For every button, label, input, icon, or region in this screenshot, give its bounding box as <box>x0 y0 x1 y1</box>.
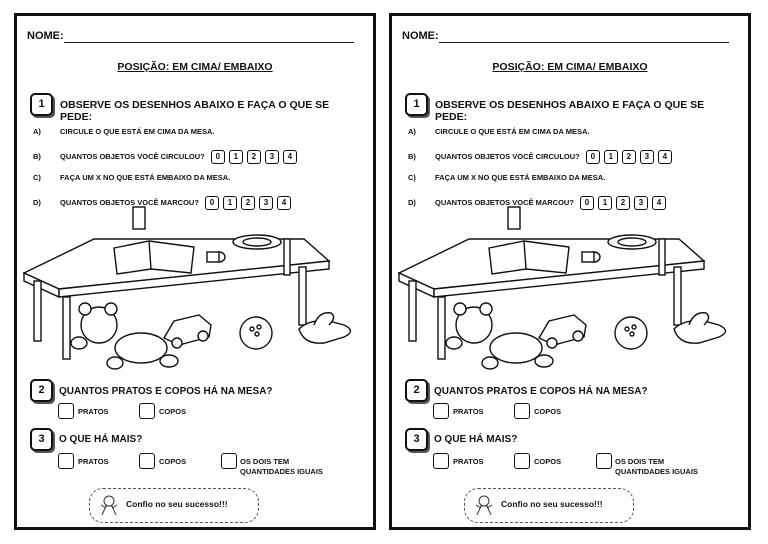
count-option-4[interactable]: 4 <box>658 150 672 164</box>
name-label: NOME: <box>402 30 439 42</box>
question-3-number: 3 <box>30 428 53 451</box>
question-2-number: 2 <box>405 379 428 402</box>
item-b-text: QUANTOS OBJETOS VOCÊ CIRCULOU? <box>435 151 580 161</box>
checkbox-pratos[interactable] <box>433 453 449 469</box>
question-3-text: O QUE HÁ MAIS? <box>59 434 143 445</box>
encouragement-text: Confio no seu sucesso!!! <box>501 499 603 509</box>
encouragement-badge <box>464 488 634 523</box>
label-pratos: PRATOS <box>453 457 484 466</box>
page-title-text: POSIÇÃO: EM CIMA/ EMBAIXO <box>492 61 648 73</box>
glass-icon <box>133 207 145 229</box>
item-b <box>33 150 297 173</box>
count-option-0[interactable]: 0 <box>586 150 600 164</box>
label-copos: COPOS <box>159 457 187 466</box>
label-copos: COPOS <box>534 457 562 466</box>
item-a-letter: A) <box>33 127 41 136</box>
question-3-number: 3 <box>405 428 428 451</box>
page-title-text: POSIÇÃO: EM CIMA/ EMBAIXO <box>117 61 273 73</box>
item-c <box>408 173 672 196</box>
checkbox-copos[interactable] <box>514 403 530 419</box>
count-option-4[interactable]: 4 <box>652 196 666 210</box>
bowling-pins-icon <box>299 313 351 343</box>
page-title <box>392 61 748 73</box>
question-2-text: QUANTOS PRATOS E COPOS HÁ NA MESA? <box>434 386 648 397</box>
item-b-letter: B) <box>33 151 41 161</box>
question-1-text: OBSERVE OS DESENHOS ABAIXO E FAÇA O QUE SE PEDE: <box>435 99 705 123</box>
question-2-text: QUANTOS PRATOS E COPOS HÁ NA MESA? <box>59 386 273 397</box>
count-option-0[interactable]: 0 <box>205 196 219 210</box>
count-option-1[interactable]: 1 <box>229 150 243 164</box>
label-iguais: OS DOIS TEM QUANTIDADES IGUAIS <box>240 457 323 476</box>
checkbox-copos[interactable] <box>514 453 530 469</box>
item-c <box>33 173 297 196</box>
mascot-icon <box>98 493 120 517</box>
count-option-0[interactable]: 0 <box>211 150 225 164</box>
question-2-number: 2 <box>30 379 53 402</box>
worksheet-right <box>389 13 751 530</box>
question-3-text: O QUE HÁ MAIS? <box>434 434 518 445</box>
question-1-number: 1 <box>405 93 428 116</box>
item-c-text: FAÇA UM X NO QUE ESTÁ EMBAIXO DA MESA. <box>60 173 231 182</box>
count-option-2[interactable]: 2 <box>247 150 261 164</box>
item-c-letter: C) <box>408 173 416 182</box>
question-1-number: 1 <box>30 93 53 116</box>
mascot-icon <box>473 493 495 517</box>
count-option-2[interactable]: 2 <box>616 196 630 210</box>
teddy-bear-icon <box>71 303 178 369</box>
label-copos: COPOS <box>159 407 187 416</box>
count-option-1[interactable]: 1 <box>598 196 612 210</box>
count-option-1[interactable]: 1 <box>604 150 618 164</box>
count-option-3[interactable]: 3 <box>265 150 279 164</box>
book-icon <box>489 241 569 274</box>
item-d-text: QUANTOS OBJETOS VOCÊ MARCOU? <box>435 197 574 207</box>
count-option-2[interactable]: 2 <box>622 150 636 164</box>
name-line[interactable] <box>64 42 354 43</box>
item-a-text: CIRCULE O QUE ESTÁ EM CIMA DA MESA. <box>60 127 215 136</box>
glass-icon <box>508 207 520 229</box>
label-copos: COPOS <box>534 407 562 416</box>
count-option-0[interactable]: 0 <box>580 196 594 210</box>
item-a <box>33 127 297 150</box>
table-illustration <box>19 203 375 378</box>
encouragement-text: Confio no seu sucesso!!! <box>126 499 228 509</box>
checkbox-iguais[interactable] <box>221 453 237 469</box>
item-d-letter: D) <box>33 197 41 207</box>
count-option-3[interactable]: 3 <box>634 196 648 210</box>
worksheet-left <box>14 13 376 530</box>
checkbox-pratos[interactable] <box>433 403 449 419</box>
toy-car-icon <box>164 315 211 348</box>
toy-car-icon <box>539 315 586 348</box>
label-iguais: OS DOIS TEM QUANTIDADES IGUAIS <box>615 457 698 476</box>
count-option-4[interactable]: 4 <box>283 150 297 164</box>
bowling-pins-icon <box>674 313 726 343</box>
item-a-letter: A) <box>408 127 416 136</box>
count-option-1[interactable]: 1 <box>223 196 237 210</box>
teddy-bear-icon <box>446 303 553 369</box>
item-a-text: CIRCULE O QUE ESTÁ EM CIMA DA MESA. <box>435 127 590 136</box>
encouragement-badge <box>89 488 259 523</box>
label-pratos: PRATOS <box>453 407 484 416</box>
count-option-4[interactable]: 4 <box>277 196 291 210</box>
book-icon <box>114 241 194 274</box>
item-d-letter: D) <box>408 197 416 207</box>
item-c-letter: C) <box>33 173 41 182</box>
question-1-text: OBSERVE OS DESENHOS ABAIXO E FAÇA O QUE SE PEDE: <box>60 99 330 123</box>
item-a <box>408 127 672 150</box>
label-pratos: PRATOS <box>78 457 109 466</box>
count-option-3[interactable]: 3 <box>640 150 654 164</box>
item-b-text: QUANTOS OBJETOS VOCÊ CIRCULOU? <box>60 151 205 161</box>
label-pratos: PRATOS <box>78 407 109 416</box>
count-option-3[interactable]: 3 <box>259 196 273 210</box>
item-b-letter: B) <box>408 151 416 161</box>
item-d-text: QUANTOS OBJETOS VOCÊ MARCOU? <box>60 197 199 207</box>
name-line[interactable] <box>439 42 729 43</box>
table-illustration <box>394 203 750 378</box>
checkbox-pratos[interactable] <box>58 453 74 469</box>
checkbox-copos[interactable] <box>139 403 155 419</box>
count-option-2[interactable]: 2 <box>241 196 255 210</box>
checkbox-pratos[interactable] <box>58 403 74 419</box>
checkbox-copos[interactable] <box>139 453 155 469</box>
checkbox-iguais[interactable] <box>596 453 612 469</box>
item-c-text: FAÇA UM X NO QUE ESTÁ EMBAIXO DA MESA. <box>435 173 606 182</box>
name-label: NOME: <box>27 30 64 42</box>
item-b <box>408 150 672 173</box>
page-title <box>17 61 373 73</box>
